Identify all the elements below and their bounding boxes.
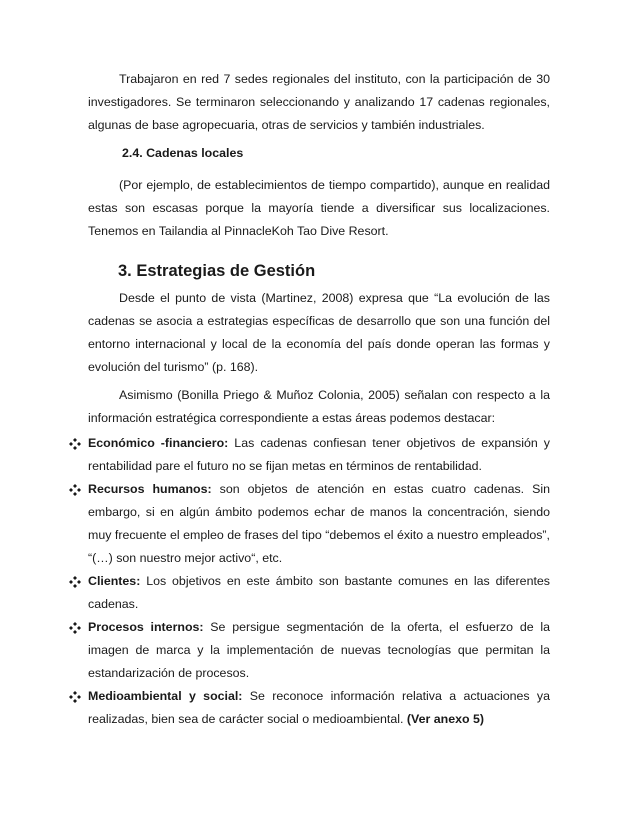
subheading-local-chains: 2.4. Cadenas locales — [122, 146, 244, 160]
strategy-bullet-list — [68, 432, 550, 731]
diamond-bullet-icon — [68, 570, 82, 593]
list-item — [68, 616, 550, 685]
annex-reference: (Ver anexo 5) — [406, 712, 485, 726]
list-item — [68, 570, 550, 616]
bullet-term: Procesos internos: — [88, 620, 204, 634]
bullet-term: Recursos humanos: — [88, 482, 212, 496]
paragraph-regional-chains: Trabajaron en red 7 sedes regionales del instituto, con la participación de 30 investigadores. Se terminaron seleccionando y analizando 17 cadenas regionales, algunas de base agropecuaria, otras de servicios y también industriales. — [88, 72, 550, 132]
bullet-term: Económico -financiero: — [88, 436, 229, 450]
list-item — [68, 685, 550, 731]
paragraph-local-chains: (Por ejemplo, de establecimientos de tiempo compartido), aunque en realidad estas son escasas porque la mayoría tiende a diversificar sus localizaciones. Tenemos en Tailandia al PinnacleKoh Tao Dive Resort. — [88, 178, 550, 238]
bullet-text: Las cadenas confiesan tener objetivos de expansión y rentabilidad pare el futuro no se fijan metas en términos de rentabilidad. — [88, 436, 550, 473]
bullet-term: Clientes: — [88, 574, 141, 588]
diamond-bullet-icon — [68, 432, 82, 455]
diamond-bullet-icon — [68, 478, 82, 501]
bullet-text: Se persigue segmentación de la oferta, el esfuerzo de la imagen de marca y la implementación de nuevas tecnologías que permitan la estandarización de procesos. — [88, 620, 550, 680]
paragraph-bonilla-reference: Asimismo (Bonilla Priego & Muñoz Colonia, 2005) señalan con respecto a la información estratégica correspondiente a estas áreas podemos destacar: — [88, 388, 550, 425]
list-item — [68, 432, 550, 478]
bullet-term: Medioambiental y social: — [88, 689, 243, 703]
bullet-text: son objetos de atención en estas cuatro cadenas. Sin embargo, si en algún ámbito podemos echar de manos la concentración, siendo muy frecuente el empleo de frases del tipo “debemos el éxito a nuestro empleados”, “(…) son nuestro mejor activo“, etc. — [88, 482, 550, 565]
diamond-bullet-icon — [68, 685, 82, 708]
paragraph-martinez-quote: Desde el punto de vista (Martinez, 2008) expresa que “La evolución de las cadenas se asocia a estrategias específicas de desarrollo que son una función del entorno internacional y local de la economía del país donde operan las formas y evolución del turismo” (p. 168). — [88, 291, 550, 374]
bullet-text: Los objetivos en este ámbito son bastante comunes en las diferentes cadenas. — [88, 574, 550, 611]
diamond-bullet-icon — [68, 616, 82, 639]
heading-management-strategies: 3. Estrategias de Gestión — [118, 262, 316, 280]
list-item — [68, 478, 550, 570]
bullet-text: Se reconoce información relativa a actuaciones ya realizadas, bien sea de carácter social o medioambiental. — [88, 689, 550, 726]
